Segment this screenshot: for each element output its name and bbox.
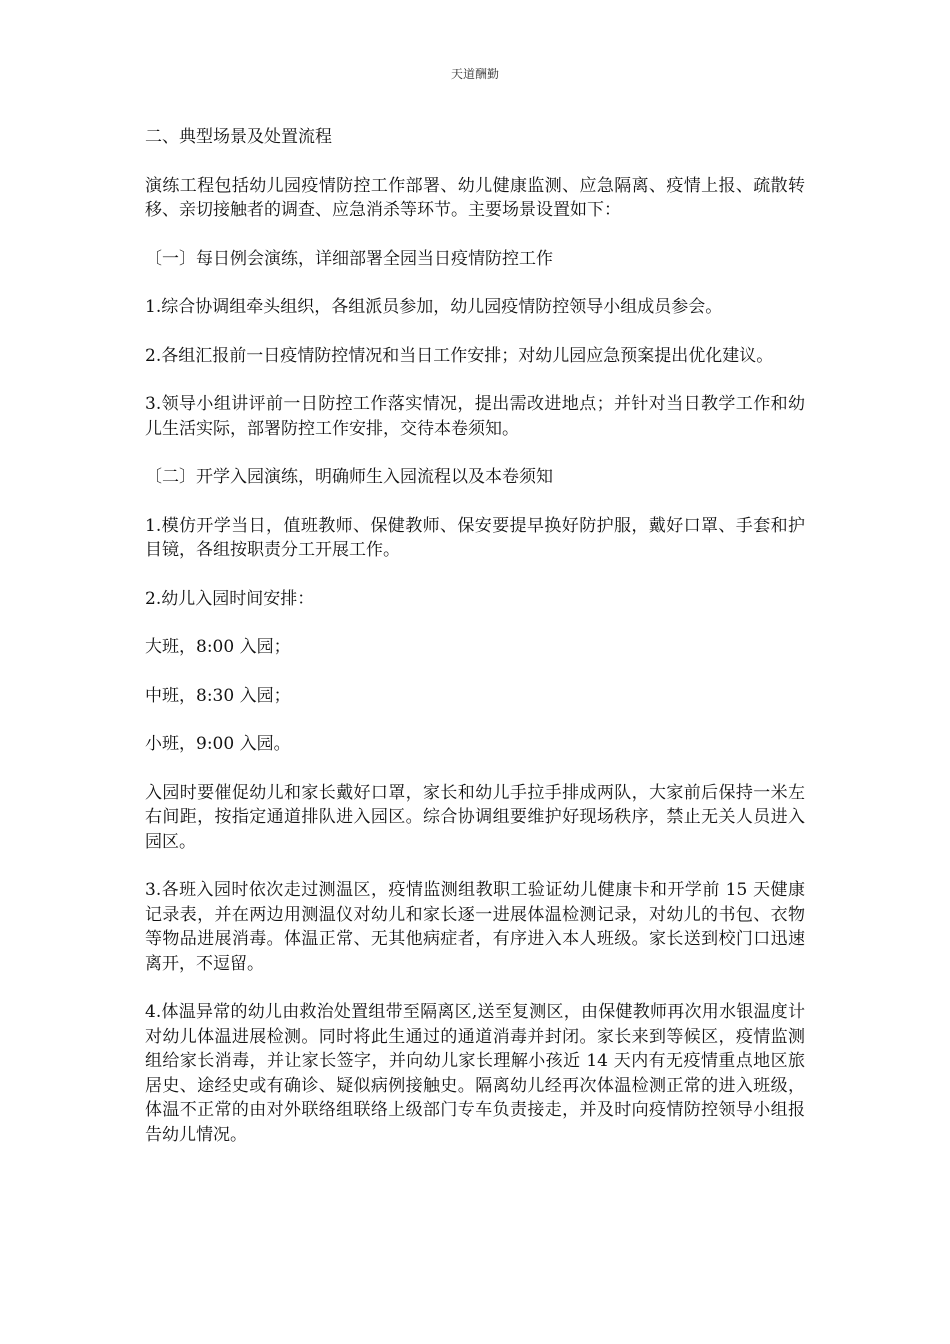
- schedule-line: 中班，8:30 入园；: [145, 685, 291, 706]
- document-body: [145, 125, 805, 1171]
- subsection-heading: 〔二〕开学入园演练，明确师生入园流程以及本卷须知: [145, 467, 553, 487]
- page-header: 天道酬勤: [450, 67, 499, 81]
- paragraph: 1.模仿开学当日，值班教师、保健教师、保安要提早换好防护服，戴好口罩、手套和护目镜，各组按职责分工开展工作。: [145, 515, 805, 560]
- paragraph: 入园时要催促幼儿和家长戴好口罩，家长和幼儿手拉手排成两队，大家前后保持一米左右间距，按指定通道排队进入园区。综合协调组要维护好现场秩序，禁止无关人员进入园区。: [145, 782, 805, 852]
- subsection-heading: 〔一〕每日例会演练，详细部署全园当日疫情防控工作: [145, 248, 553, 269]
- paragraph: 4.体温异常的幼儿由救治处置组带至隔离区,送至复测区，由保健教师再次用水银温度计对幼儿体温进展检测。同时将此生通过的通道消毒并封闭。家长来到等候区，疫情监测组给家长消毒，并让家长签字，并向幼儿家长理解小孩近 14 天内有无疫情重点地区旅居史、途经史或有确诊、疑似病例接触史。隔离幼儿经再次体温检测正常的进入班级，体温不正常的由对外联络组联络上级部门专车负责接走，并及时向疫情防控领导小组报告幼儿情况。: [145, 1002, 805, 1145]
- schedule-line: 大班，8:00 入园；: [145, 637, 291, 657]
- paragraph: 1.综合协调组牵头组织，各组派员参加，幼儿园疫情防控领导小组成员参会。: [145, 297, 723, 317]
- paragraph: 2.幼儿入园时间安排：: [145, 588, 315, 609]
- section-heading: 二、典型场景及处置流程: [145, 127, 332, 147]
- schedule-line: 小班，9:00 入园。: [145, 734, 291, 754]
- paragraph: 2.各组汇报前一日疫情防控情况和当日工作安排；对幼儿园应急预案提出优化建议。: [145, 345, 774, 366]
- paragraph: 演练工程包括幼儿园疫情防控工作部署、幼儿健康监测、应急隔离、疫情上报、疏散转移、亲切接触者的调查、应急消杀等环节。主要场景设置如下：: [145, 175, 805, 220]
- paragraph: 3.领导小组讲评前一日防控工作落实情况，提出需改进地点；并针对当日教学工作和幼儿生活实际，部署防控工作安排，交待本卷须知。: [145, 394, 805, 439]
- paragraph: 3.各班入园时依次走过测温区，疫情监测组教职工验证幼儿健康卡和开学前 15 天健康记录表，并在两边用测温仪对幼儿和家长逐一进展体温检测记录，对幼儿的书包、衣物等物品进展消毒。体温正常、无其他病症者，有序进入本人班级。家长送到校门口迅速离开，不逗留。: [145, 880, 805, 974]
